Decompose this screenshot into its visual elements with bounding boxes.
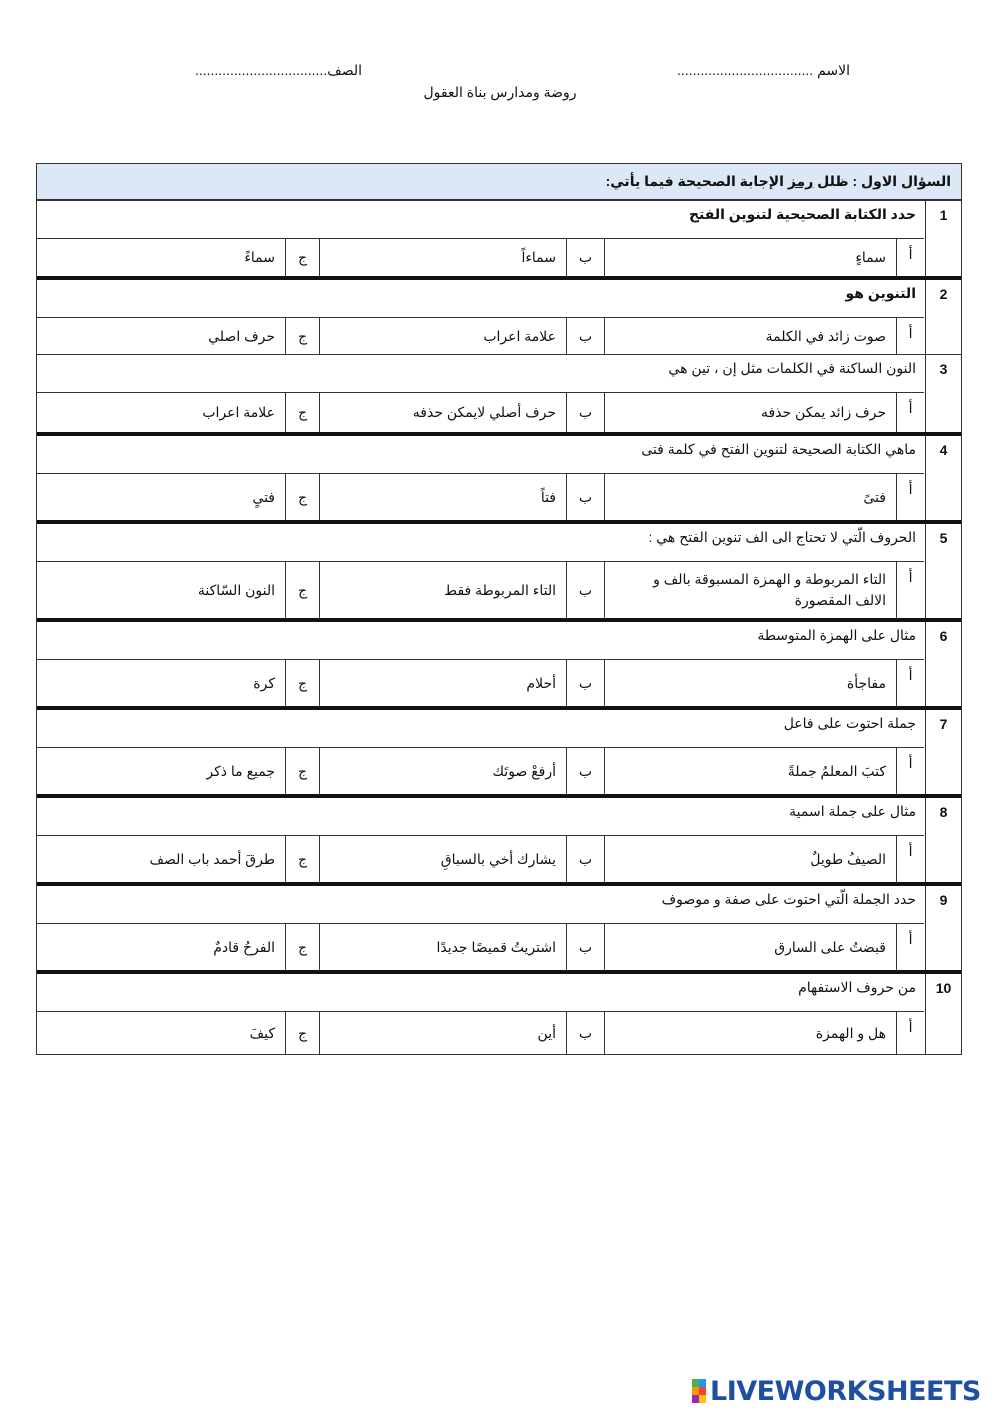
option-c-text: طرقَ أحمد باب الصف	[149, 850, 275, 867]
question-number: 4	[925, 436, 961, 520]
option-c[interactable]	[37, 239, 285, 276]
option-b-text: حرف أصلي لايمكن حذفه	[412, 404, 556, 420]
option-letter-c[interactable]: ج	[285, 239, 319, 276]
option-c[interactable]	[37, 393, 285, 432]
option-c[interactable]	[37, 562, 285, 618]
option-letter-a[interactable]: أ	[896, 660, 924, 706]
option-b-text: اشتريتُ قميصًا جديدًا	[436, 938, 556, 955]
question-text: حدد الكتابة الصحيحية لتنوين الفتح	[37, 201, 924, 239]
option-letter-a[interactable]: أ	[896, 318, 924, 354]
question-4	[37, 432, 961, 520]
option-c-text: جميع ما ذكر	[206, 762, 275, 779]
option-letter-c[interactable]: ج	[285, 562, 319, 618]
option-b[interactable]	[319, 1012, 566, 1054]
question-text: مثال على الهمزة المتوسطة	[37, 622, 924, 660]
option-c-text: سماءً	[244, 249, 275, 265]
option-a-text: الصيفُ طويلٌ	[810, 850, 886, 867]
option-a[interactable]	[604, 318, 896, 354]
question-number: 1	[925, 201, 961, 276]
option-a-text: قبضتُ على السارق	[774, 938, 886, 955]
question-text: الحروف الّتي لا تحتاج الى الف تنوين الفتح هي :	[37, 524, 924, 562]
logo-text: LIVEWORKSHEETS	[710, 1375, 981, 1407]
option-letter-b[interactable]: ب	[566, 239, 604, 276]
question-text: حدد الجملة الّتي احتوت على صفة و موصوف	[37, 886, 924, 924]
question-6	[37, 618, 961, 706]
question-number: 3	[925, 355, 961, 432]
question-number: 7	[925, 710, 961, 794]
option-a-text: صوت زائد في الكلمة	[765, 327, 886, 344]
logo-mark-icon	[692, 1379, 706, 1403]
name-dots[interactable]: ...................................	[677, 62, 814, 78]
option-c-text: كرة	[253, 674, 275, 691]
option-b-text: علامة اعراب	[483, 327, 556, 344]
option-b[interactable]	[319, 393, 566, 432]
option-letter-a[interactable]: أ	[896, 1012, 924, 1054]
question-text: مثال على جملة اسمية	[37, 798, 924, 836]
option-letter-b[interactable]: ب	[566, 748, 604, 794]
option-b[interactable]	[319, 474, 566, 520]
option-c-text: علامة اعراب	[202, 404, 275, 420]
option-b[interactable]	[319, 239, 566, 276]
question-7	[37, 706, 961, 794]
name-label: الاسم	[817, 62, 850, 78]
name-field[interactable]	[677, 62, 850, 79]
option-a[interactable]	[604, 924, 896, 970]
option-b[interactable]	[319, 748, 566, 794]
question-5	[37, 520, 961, 618]
question-text: جملة احتوت على فاعل	[37, 710, 924, 748]
option-letter-a[interactable]: أ	[896, 748, 924, 794]
option-b[interactable]	[319, 660, 566, 706]
option-b[interactable]	[319, 318, 566, 354]
option-b-text: يشارك أخي بالسباقِ	[440, 850, 556, 867]
option-letter-a[interactable]: أ	[896, 239, 924, 276]
option-c-text: الفرحُ قادمٌ	[213, 938, 275, 955]
option-b-text: أحلام	[526, 674, 556, 691]
option-c[interactable]	[37, 924, 285, 970]
option-letter-c[interactable]: ج	[285, 318, 319, 354]
question-number: 2	[925, 280, 961, 354]
question-text: ماهي الكتابة الصحيحة لتنوين الفتح في كلمة فتى	[37, 436, 924, 474]
option-letter-a[interactable]: أ	[896, 474, 924, 520]
option-letter-b[interactable]: ب	[566, 393, 604, 432]
option-c-text: كيفَ	[249, 1024, 275, 1041]
option-b[interactable]	[319, 836, 566, 882]
option-a-text: مفاجأة	[846, 674, 886, 691]
class-label: الصف	[327, 62, 362, 78]
option-letter-a[interactable]: أ	[896, 924, 924, 970]
option-letter-c[interactable]: ج	[285, 748, 319, 794]
option-a[interactable]	[604, 239, 896, 276]
questions-list	[37, 200, 961, 1054]
option-letter-b[interactable]: ب	[566, 562, 604, 618]
option-letter-a[interactable]: أ	[896, 836, 924, 882]
option-b-text: سماءاً	[521, 249, 556, 265]
option-letter-b[interactable]: ب	[566, 474, 604, 520]
option-letter-c[interactable]: ج	[285, 393, 319, 432]
option-a[interactable]	[604, 660, 896, 706]
option-b-text: أين	[537, 1024, 556, 1041]
option-a-text: فتىً	[863, 488, 886, 505]
question-text: التنوين هو	[37, 280, 924, 318]
option-letter-c[interactable]: ج	[285, 924, 319, 970]
question-title	[37, 164, 961, 200]
class-dots[interactable]: ..................................	[194, 62, 328, 78]
option-letter-b[interactable]: ب	[566, 1012, 604, 1054]
option-c-text: حرف اصلي	[208, 327, 275, 344]
question-number: 8	[925, 798, 961, 882]
option-letter-c[interactable]: ج	[285, 1012, 319, 1054]
option-c-text: النون السّاكنة	[197, 581, 275, 598]
question-text: النون الساكنة في الكلمات مثل إن ، تين هي	[37, 355, 924, 393]
option-c[interactable]	[37, 474, 285, 520]
question-text: من حروف الاستفهام	[37, 974, 924, 1012]
option-c[interactable]	[37, 660, 285, 706]
option-b-text: فتاً	[540, 488, 556, 505]
question-1	[37, 200, 961, 276]
liveworksheets-logo	[692, 1376, 981, 1406]
option-c[interactable]	[37, 1012, 285, 1054]
option-letter-c[interactable]: ج	[285, 660, 319, 706]
option-letter-b[interactable]: ب	[566, 318, 604, 354]
question-8	[37, 794, 961, 882]
option-a-text: سماءٍ	[855, 249, 886, 265]
option-a[interactable]	[604, 393, 896, 432]
question-number: 10	[925, 974, 961, 1054]
title-suffix: الإجابة الصحيحة فيما يأتي:	[605, 173, 784, 189]
option-a-text: حرف زائد يمكن حذفه	[760, 404, 886, 420]
option-b[interactable]	[319, 924, 566, 970]
option-letter-c[interactable]: ج	[285, 836, 319, 882]
title-prefix: السؤال الاول : ظلل	[817, 173, 951, 189]
option-b-text: التاء المربوطة فقط	[444, 581, 556, 598]
question-number: 5	[925, 524, 961, 618]
option-a-text: هل و الهمزة	[815, 1024, 886, 1041]
question-10	[37, 970, 961, 1054]
option-c[interactable]	[37, 748, 285, 794]
question-table	[36, 163, 962, 1055]
option-a[interactable]	[604, 562, 896, 618]
question-2	[37, 276, 961, 354]
option-b-text: أرفعْ صوتَك	[492, 762, 556, 779]
question-number: 6	[925, 622, 961, 706]
option-letter-b[interactable]: ب	[566, 660, 604, 706]
option-a-text: كتبَ المعلمُ جملةً	[787, 762, 886, 779]
question-9	[37, 882, 961, 970]
option-b[interactable]	[319, 562, 566, 618]
option-a-text: التاء المربوطة و الهمزة المسبوقة بالف و الالف المقصورة	[653, 571, 886, 608]
option-c-text: فتىٍ	[252, 488, 275, 505]
option-letter-b[interactable]: ب	[566, 924, 604, 970]
option-c[interactable]	[37, 318, 285, 354]
option-a[interactable]	[604, 836, 896, 882]
option-letter-c[interactable]: ج	[285, 474, 319, 520]
title-underlined: رمز	[787, 173, 814, 189]
class-field[interactable]	[195, 62, 362, 79]
option-a[interactable]	[604, 748, 896, 794]
option-letter-b[interactable]: ب	[566, 836, 604, 882]
school-name: روضة ومدارس بناة العقول	[423, 84, 577, 100]
option-letter-a[interactable]: أ	[896, 562, 924, 618]
option-a[interactable]	[604, 1012, 896, 1054]
question-number: 9	[925, 886, 961, 970]
option-letter-a[interactable]: أ	[896, 393, 924, 432]
option-a[interactable]	[604, 474, 896, 520]
option-c[interactable]	[37, 836, 285, 882]
question-3	[37, 354, 961, 432]
